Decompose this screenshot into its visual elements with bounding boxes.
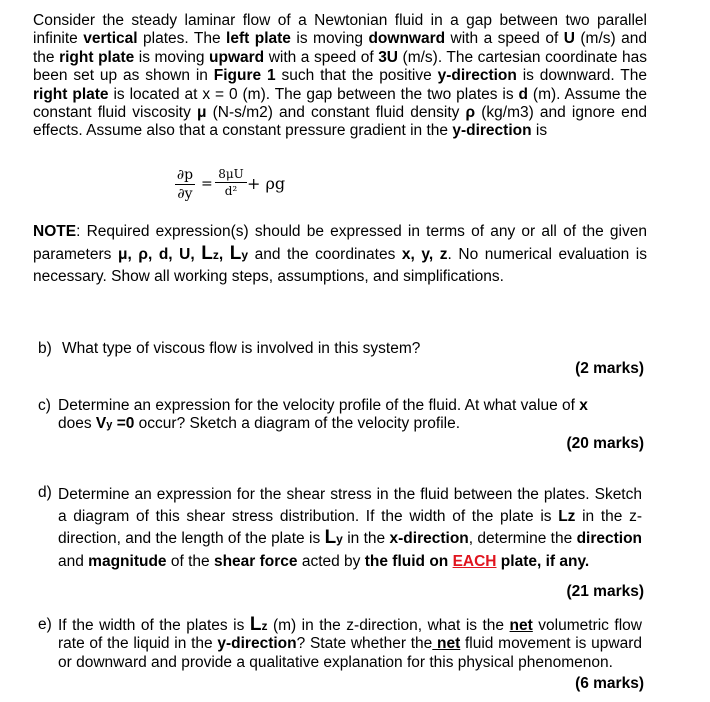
rhs-numerator: 8μU bbox=[218, 167, 244, 181]
lhs-numerator: ∂p bbox=[176, 167, 194, 183]
question-e-label: e) bbox=[38, 616, 52, 633]
question-b-text: What type of viscous flow is involved in this system? bbox=[62, 340, 421, 357]
question-c-marks: (20 marks) bbox=[566, 435, 644, 452]
question-d-text: Determine an expression for the shear stress in the fluid between the plates. Sketch a diagram of this shear stress distribution. If the width of the plate is Lz in the z-direction, and the length of the plate is Ly in the x-direction, determine the direction and magnitude of the shear force acted by the fluid on EACH plate, if any. bbox=[58, 486, 643, 570]
question-c-label: c) bbox=[38, 397, 51, 414]
intro-paragraph: Consider the steady laminar flow of a Newtonian fluid in a gap between two parallel infinite vertical plates. The left plate is moving downward with a speed of U (m/s) and the right plate is moving upward with a speed of 3U (m/s). The cartesian coordinate has been set up as shown in Figure 1 such that the positive y-direction is downward. The right plate is located at x = 0 (m). The gap between the two plates is d (m). Assume the constant fluid viscosity μ (N-s/m2) and constant fluid density ρ (kg/m3) and ignore end effects. Assume also that a constant pressure gradient in the y-direction is bbox=[33, 12, 648, 140]
equals-sign: = bbox=[201, 176, 213, 192]
question-b-label: b) bbox=[38, 340, 52, 357]
note-paragraph: NOTE: Required expression(s) should be expressed in terms of any or all of the given parameters μ, ρ, d, U, Lz, Ly and the coordinates x, y, z. No numerical evaluation is necessary. Show all working steps, assumptions, and simplifications. bbox=[33, 223, 647, 285]
question-d-label: d) bbox=[38, 484, 52, 501]
each-emphasis: EACH bbox=[452, 552, 497, 570]
question-c-text: Determine an expression for the velocity profile of the fluid. At what value of x does Vy =0 occur? Sketch a diagram of the velocity profile. bbox=[58, 397, 588, 433]
rhs-denominator: d² bbox=[224, 184, 238, 198]
question-e-marks: (6 marks) bbox=[575, 675, 644, 692]
lhs-denominator: ∂y bbox=[177, 186, 193, 202]
rhs-fraction bbox=[215, 167, 247, 198]
lhs-fraction bbox=[175, 167, 195, 202]
rhs-tail: + ρg bbox=[247, 174, 286, 193]
question-e-text: If the width of the plates is Lz (m) in the z-direction, what is the net volumetric flow rate of the liquid in the y-direction? State whether the net fluid movement is upward or downward and provide a qualitative explanation for this physical phenomenon. bbox=[58, 614, 643, 671]
question-b-marks: (2 marks) bbox=[575, 360, 644, 377]
question-d-marks: (21 marks) bbox=[566, 583, 644, 600]
